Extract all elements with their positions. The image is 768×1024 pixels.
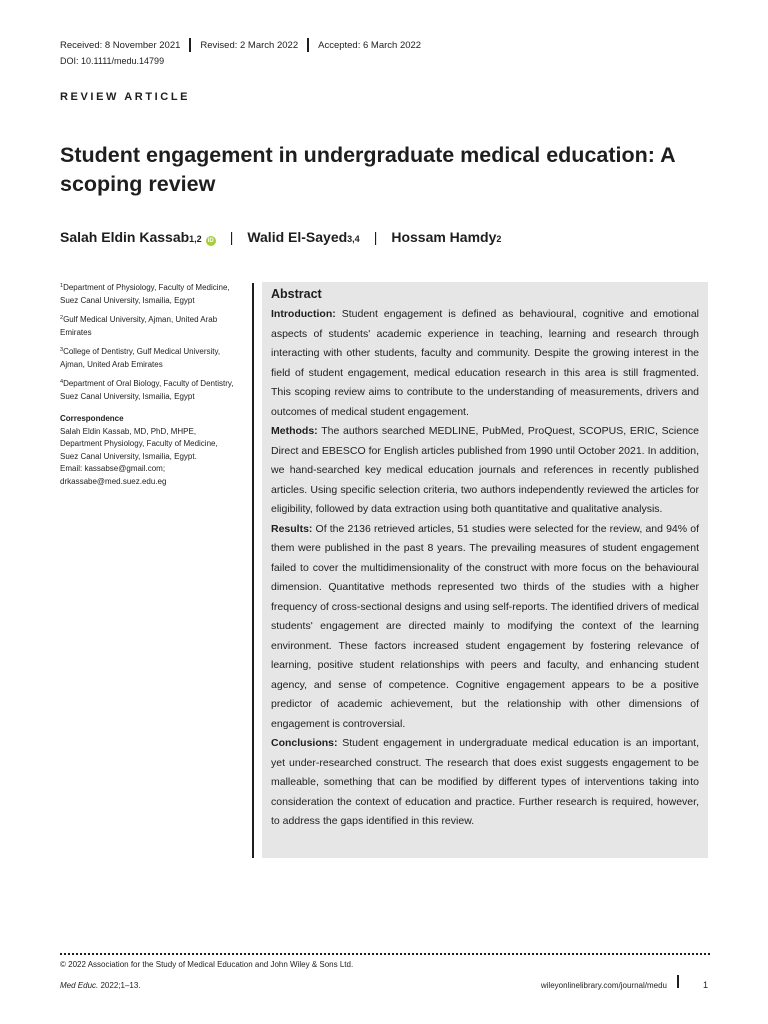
affiliation <box>60 376 245 403</box>
author-list <box>60 229 501 246</box>
abstract-divider <box>252 283 254 858</box>
section-text: Student engagement in undergraduate medical education is an important, yet under-researched construct. The research that does exist suggests engagement to be malleable, something that can be modified by different types of interventions taking into consideration the context of education and practice. Further research is required, however, to address the gaps identified in this review. <box>271 737 699 827</box>
affiliation-text: Department of Physiology, Faculty of Medicine, Suez Canal University, Ismailia, Egypt <box>60 283 230 305</box>
author-name[interactable]: Hossam Hamdy <box>391 229 497 245</box>
revised-date: Revised: 2 March 2022 <box>200 39 299 51</box>
affiliation-text: Gulf Medical University, Ajman, United Arab Emirates <box>60 315 218 337</box>
orcid-icon[interactable]: iD <box>207 238 214 244</box>
affiliation-number: 4 <box>60 379 64 385</box>
section-text: Student engagement is defined as behavioural, cognitive and emotional aspects of students' academic experience in teaching, learning and research through interacting with other students, faculty and community. Despite the growing interest in the field of student engagement, medical education research in this area is still fragmented. This scoping review aims to contribute to the understanding of measurements, drivers and outcomes of medical student engagement. <box>271 308 699 418</box>
article-type: REVIEW ARTICLE <box>60 91 191 103</box>
abstract-title: Abstract <box>271 287 322 301</box>
journal-name: Med Educ. <box>60 981 99 990</box>
footer-divider <box>60 953 710 955</box>
article-title: Student engagement in undergraduate medical education: A scoping review <box>60 143 675 196</box>
affiliation-number: 2 <box>60 315 64 321</box>
section-label: Introduction: <box>271 308 336 320</box>
journal-website-link[interactable]: wileyonlinelibrary.com/journal/medu <box>540 981 667 990</box>
journal-citation <box>60 981 141 990</box>
author-separator: | <box>229 229 234 245</box>
author-separator: | <box>373 229 378 245</box>
abstract-results <box>271 520 699 735</box>
correspondence-line: Salah Eldin Kassab, MD, PhD, MHPE, <box>60 426 197 436</box>
affiliation <box>60 344 245 371</box>
correspondence-heading: Correspondence <box>60 414 124 423</box>
footer-bar <box>677 975 679 988</box>
copyright: © 2022 Association for the Study of Medical Education and John Wiley & Sons Ltd. <box>60 960 354 969</box>
section-label: Results: <box>271 522 313 535</box>
correspondence-email[interactable]: Email: kassabse@gmail.com; <box>60 464 166 473</box>
section-label: Conclusions: <box>271 737 338 749</box>
abstract-conclusions <box>271 734 699 832</box>
journal-volume: 2022;1–13. <box>98 981 141 990</box>
received-date: Received: 8 November 2021 <box>60 39 181 51</box>
abstract-box <box>262 282 708 858</box>
date-divider <box>189 38 191 52</box>
page-number: 1 <box>703 980 709 990</box>
doi[interactable]: DOI: 10.1111/medu.14799 <box>60 56 165 66</box>
accepted-date: Accepted: 6 March 2022 <box>318 39 422 51</box>
author-affiliation-ref: 1,2 <box>189 234 202 244</box>
article-dates <box>60 38 421 52</box>
section-label: Methods: <box>271 425 318 437</box>
affiliation-text: College of Dentistry, Gulf Medical University, Ajman, United Arab Emirates <box>60 347 221 369</box>
date-divider <box>307 38 309 52</box>
affiliation <box>60 280 245 307</box>
abstract-introduction <box>271 305 699 422</box>
author-name[interactable]: Walid El-Sayed <box>247 229 348 245</box>
correspondence-line: Suez Canal University, Ismailia, Egypt. <box>60 451 197 461</box>
affiliation <box>60 312 245 339</box>
section-text: Of the 2136 retrieved articles, 51 studies were selected for the review, and 94% of them were published in the past 8 years. The prevailing measures of student engagement failed to cover the multidimensionality of the construct with more focus on the behavioural dimension. Quantitative methods represented two thirds of the studies with a higher frequency of cross-sectional designs and using self-reports. The identified drivers of medical students' engagement are directed mainly to modifying the context of the learning environment. These factors increased student engagement by fostering relevance of learning, positive student relationships with peers and faculty, and enhancing student agency, and sense of competence. Cognitive engagement appears to be a positive predictor of academic achievement, but the relationship with other dimensions of engagement is controversial. <box>271 522 699 730</box>
affiliation-number: 3 <box>60 347 64 353</box>
author-affiliation-ref: 3,4 <box>347 234 360 244</box>
affiliation-text: Department of Oral Biology, Faculty of Dentistry, Suez Canal University, Ismailia, Egypt <box>60 379 234 401</box>
correspondence-email[interactable]: drkassabe@med.suez.edu.eg <box>60 476 167 486</box>
affiliation-number: 1 <box>60 283 64 289</box>
section-text: The authors searched MEDLINE, PubMed, ProQuest, SCOPUS, ERIC, Science Direct and EBESCO for English articles published from 1990 until October 2021. In addition, we hand-searched key medical education journals and references in recently published articles. Using specific selection criteria, two authors independently reviewed the articles for eligibility, followed by data extraction using both quantitative and qualitative analysis. <box>271 425 699 515</box>
author-name[interactable]: Salah Eldin Kassab <box>60 229 190 245</box>
abstract-methods <box>271 422 699 520</box>
author-affiliation-ref: 2 <box>496 234 502 244</box>
affiliations <box>60 280 245 488</box>
correspondence-line: Department Physiology, Faculty of Medicine, <box>60 439 218 448</box>
